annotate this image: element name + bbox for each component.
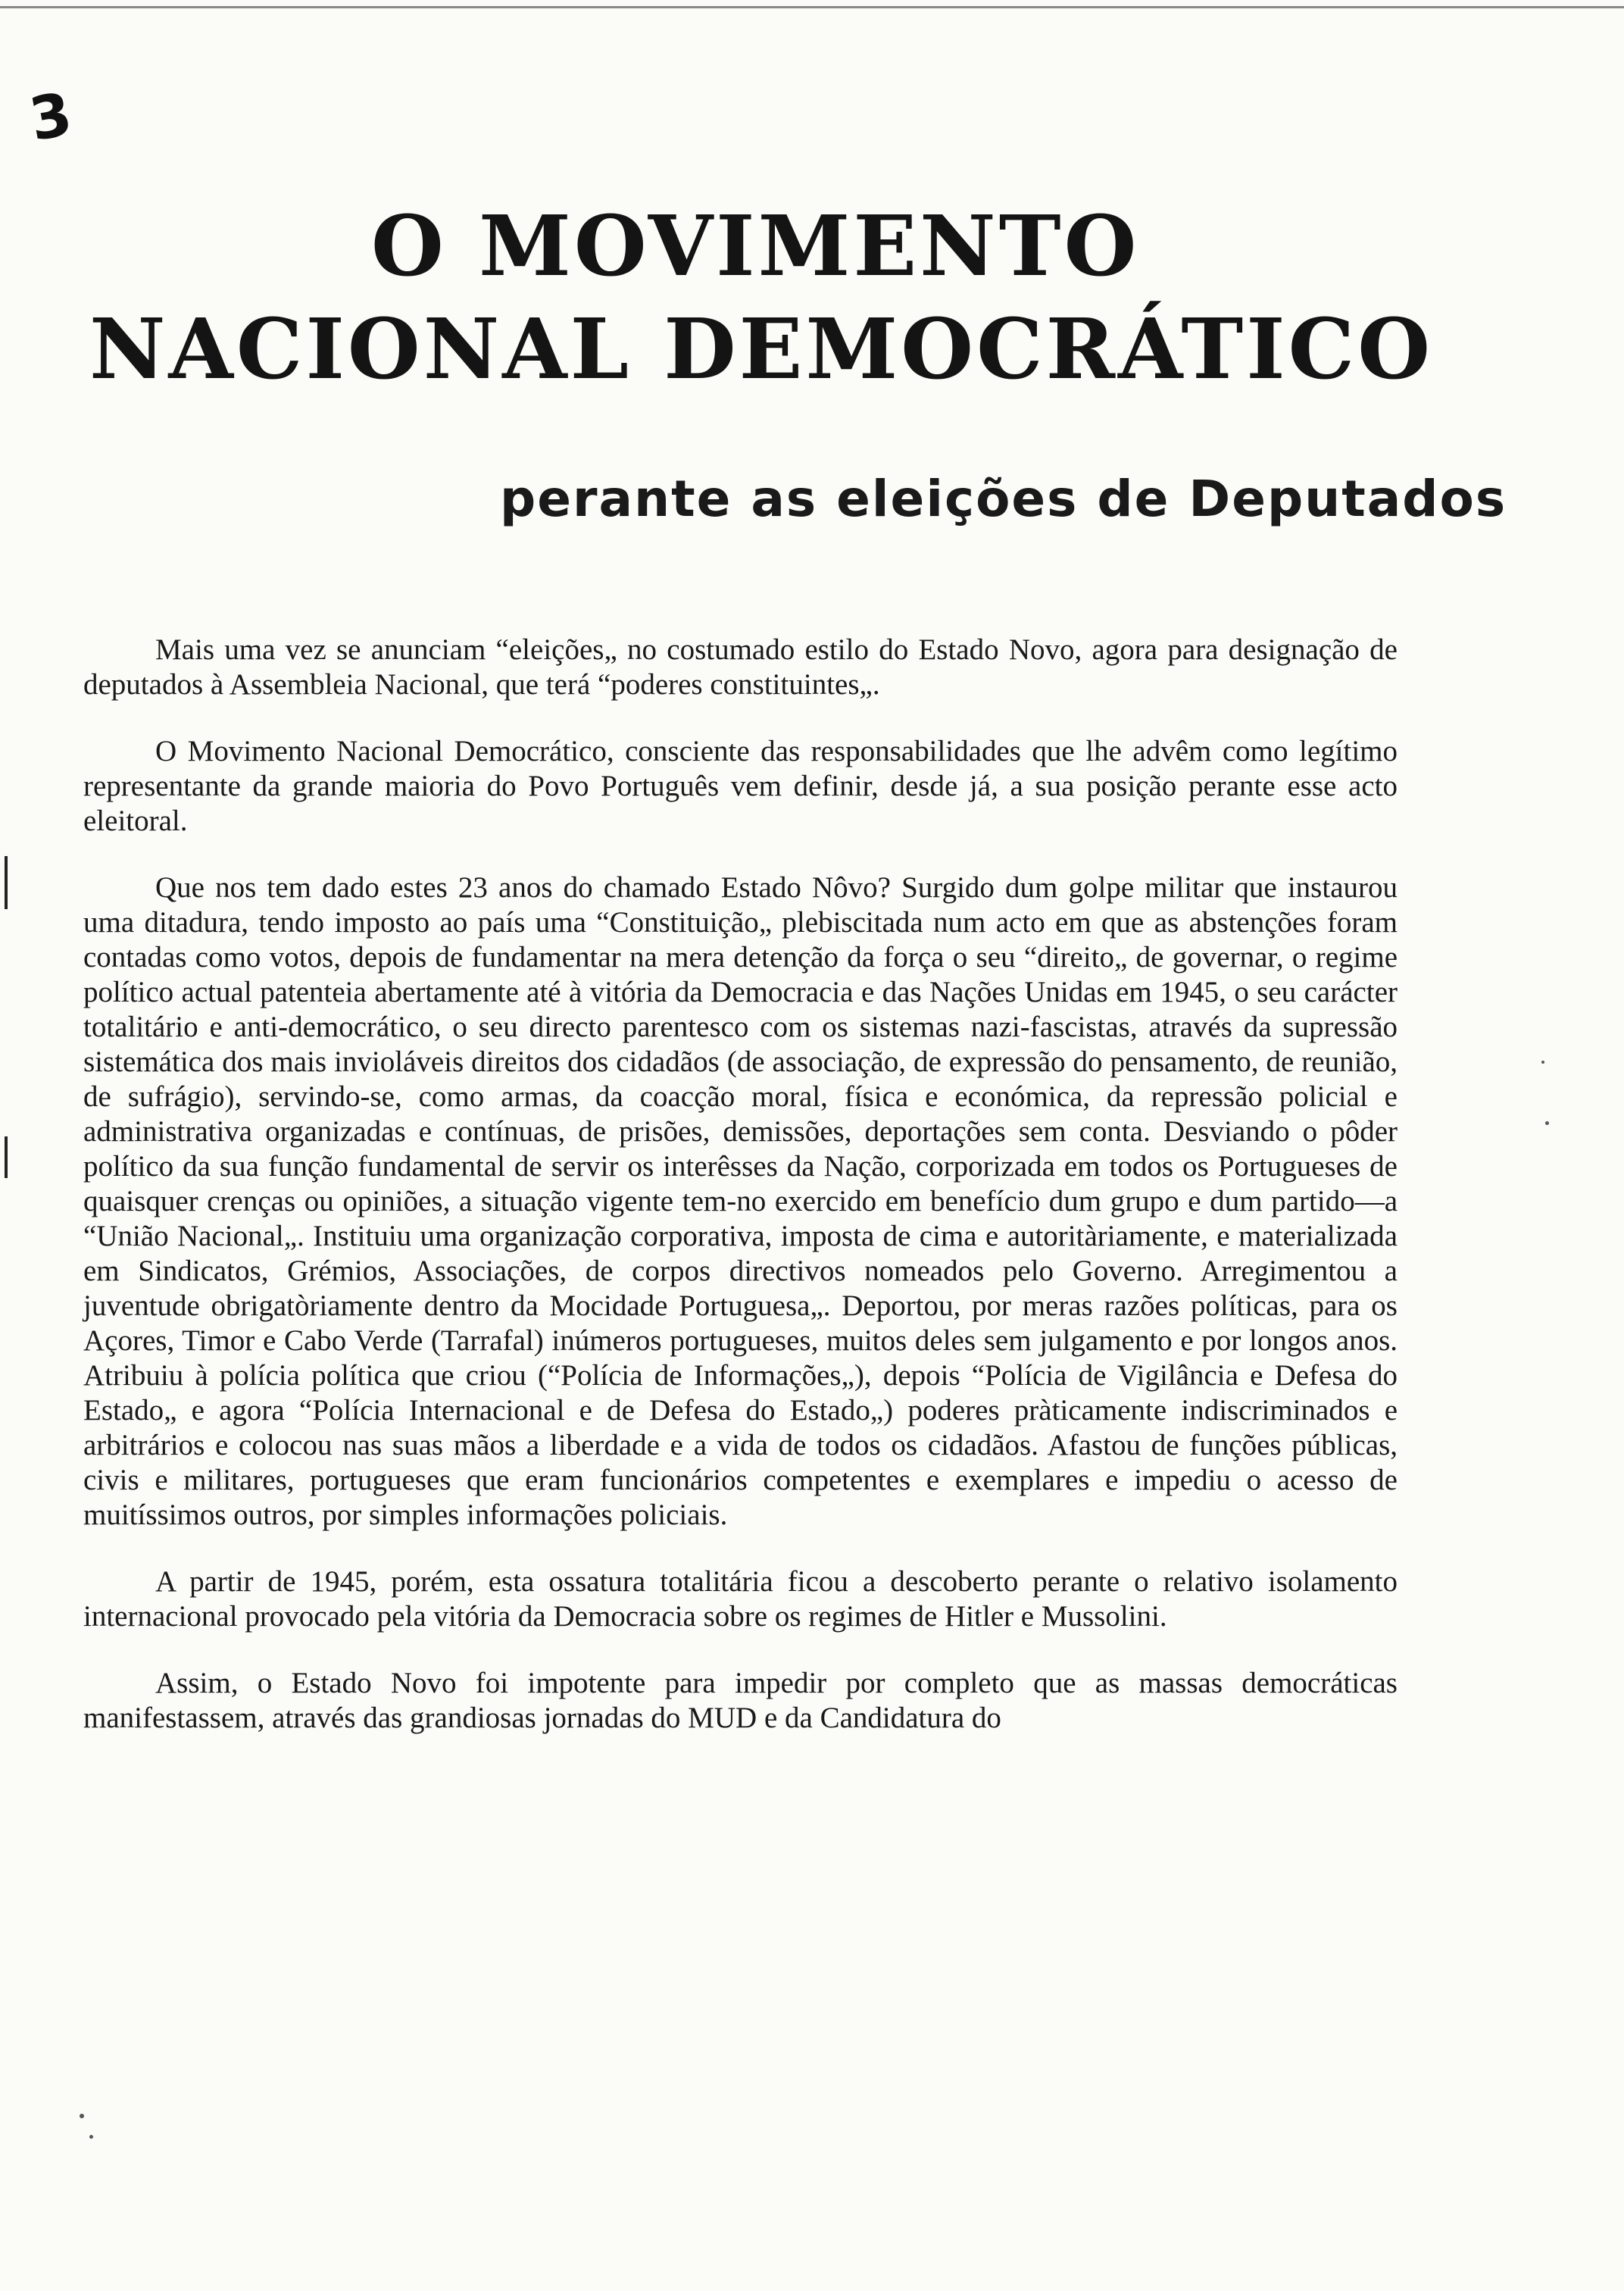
paragraph-4: A partir de 1945, porém, esta ossatura totalitária ficou a descoberto perante o relativo isolamento internacional provocado pela vitória da Democracia sobre os regimes de Hitler e Mussolini. [83,1565,1398,1633]
paragraph-3: Que nos tem dado estes 23 anos do chamado Estado Nôvo? Surgido dum golpe militar que instaurou uma ditadura, tendo imposto ao país uma “Constituição„ plebiscitada num acto em que as abstenções foram contadas como votos, depois de fundamentar na mera detenção da força o seu “direito„ de governar, o regime político actual patenteia abertamente até à vitória da Democracia e das Nações Unidas em 1945, o seu carácter totalitário e anti-democrático, o seu directo parentesco com os sistemas nazi-fascistas, através da supressão sistemática dos mais invioláveis direitos dos cidadãos (de associação, de expressão do pensamento, de reunião, de sufrágio), servindo-se, como armas, da coacção moral, física e económica, da repressão policial e administrativa organizadas e contínuas, de prisões, demissões, deportações sem conta. Desviando o pôder político da sua função fundamental de servir os interêsses da Nação, corporizada em todos os Portugueses de quaisquer crenças ou opiniões, a situação vigente tem-no exercido em benefício dum grupo e dum partido—a “União Nacional„. Instituiu uma organização corporativa, imposta de cima e autoritàriamente, e materializada em Sindicatos, Grémios, Associações, de corpos directivos nomeados pelo Governo. Arregimentou a juventude obrigatòriamente dentro da Mocidade Portuguesa„. Deportou, por meras razões políticas, para os Açores, Timor e Cabo Verde (Tarrafal) inúmeros portugueses, muitos deles sem julgamento e por longos anos. Atribuiu à polícia política que criou (“Polícia de Informações„), depois “Polícia de Vigilância e Defesa do Estado„ e agora “Polícia Internacional e de Defesa do Estado„) poderes pràticamente indiscriminados e arbitrários e colocou nas suas mãos a liberdade e a vida de todos os cidadãos. Afastou de funções públicas, civis e militares, portugueses que eram funcionários competentes e exemplares e impediu o acesso de muitíssimos outros, por simples informações policiais. [83,871,1398,1531]
left-margin-mark [5,856,8,909]
paper-speck [1545,1121,1549,1125]
body-text [83,633,1398,1767]
top-edge-rule [0,6,1624,8]
title-line-2: NACIONAL DEMOCRÁTICO [89,300,1434,398]
left-margin-mark [5,1136,8,1178]
paragraph-5: Assim, o Estado Novo foi impotente para impedir por completo que as massas democráticas manifestassem, através das grandiosas jornadas do MUD e da Candidatura do [83,1667,1398,1734]
title-line-1: O MOVIMENTO [371,197,1140,295]
paragraph-2: O Movimento Nacional Democrático, consciente das responsabilidades que lhe advêm como legítimo representante da grande maioria do Povo Português vem definir, desde já, a sua posição perante esse acto eleitoral. [83,735,1398,837]
paragraph-1: Mais uma vez se anunciam “eleições„ no costumado estilo do Estado Novo, agora para designação de deputados à Assembleia Nacional, que terá “poderes constituintes„. [83,633,1398,701]
paper-speck [89,2135,93,2139]
document-subtitle: perante as eleições de Deputados [500,470,1507,528]
paper-speck [1541,1061,1544,1064]
paper-speck [80,2114,84,2118]
corner-handwritten-mark: 3 [24,80,77,155]
